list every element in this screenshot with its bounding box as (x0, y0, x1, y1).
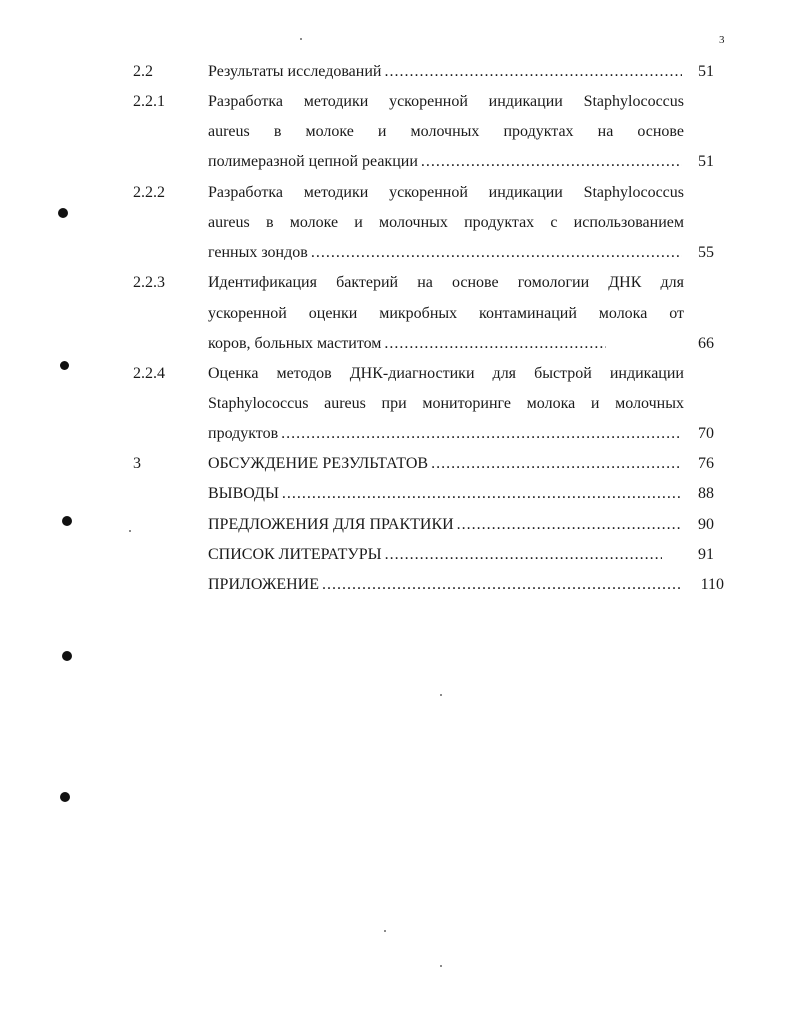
toc-entry-number: 2.2.2 (133, 184, 165, 201)
dot-leader (421, 152, 682, 172)
toc-entry-title: ВЫВОДЫ (208, 485, 279, 502)
toc-entry-leader-line (208, 515, 684, 535)
toc-entry-page: 55 (698, 244, 714, 261)
toc-entry-title: коров, больных маститом (208, 335, 382, 352)
toc-entry-number: 2.2 (133, 63, 153, 80)
binder-hole-mark (62, 516, 72, 526)
dot-leader (457, 515, 682, 535)
toc-entry-title: СПИСОК ЛИТЕРАТУРЫ (208, 546, 382, 563)
toc-entry-leader-line (208, 243, 684, 263)
scan-speck (440, 965, 442, 967)
toc-entry-title: продуктов (208, 425, 279, 442)
toc-entry-page: 70 (698, 425, 714, 442)
toc-entry-title-line: aureus в молоке и молочных продуктах на основе (208, 123, 684, 140)
toc-entry-page: 110 (700, 576, 724, 593)
scan-speck (440, 694, 442, 696)
toc-entry-leader-line (208, 334, 608, 354)
toc-entry-leader-line (208, 454, 684, 474)
toc-entry-leader-line (208, 152, 684, 172)
toc-entry-title: генных зондов (208, 244, 308, 261)
toc-entry-page: 91 (698, 546, 714, 563)
scan-speck (384, 930, 386, 932)
toc-entry-page: 90 (698, 516, 714, 533)
toc-entry-page: 51 (698, 153, 714, 170)
dot-leader (431, 454, 682, 474)
toc-entry-number: 2.2.4 (133, 365, 165, 382)
toc-entry-leader-line (208, 62, 684, 82)
dot-leader (282, 484, 682, 504)
toc-entry-title-line: Разработка методики ускоренной индикации Staphylococcus (208, 184, 684, 201)
toc-entry-title-line: ускоренной оценки микробных контаминаций молока от (208, 305, 684, 322)
toc-entry-leader-line (208, 575, 684, 595)
binder-hole-mark (60, 361, 69, 370)
toc-entry-title-line: Разработка методики ускоренной индикации Staphylococcus (208, 93, 684, 110)
dot-leader (311, 243, 682, 263)
toc-entry-title: ПРЕДЛОЖЕНИЯ ДЛЯ ПРАКТИКИ (208, 516, 454, 533)
toc-entry-page: 88 (698, 485, 714, 502)
dot-leader (385, 545, 662, 565)
toc-entry-number: 2.2.3 (133, 274, 165, 291)
toc-entry-leader-line (208, 484, 684, 504)
binder-hole-mark (60, 792, 70, 802)
toc-entry-title-line: Оценка методов ДНК-диагностики для быстрой индикации (208, 365, 684, 382)
binder-hole-mark (58, 208, 68, 218)
dot-leader (322, 575, 682, 595)
toc-entry-title-line: aureus в молоке и молочных продуктах с использованием (208, 214, 684, 231)
toc-entry-page: 76 (698, 455, 714, 472)
toc-entry-number: 3 (133, 455, 141, 472)
toc-entry-title-line: Идентификация бактерий на основе гомологии ДНК для (208, 274, 684, 291)
dot-leader (384, 334, 606, 354)
toc-entry-title-line: Staphylococcus aureus при мониторинге молока и молочных (208, 395, 684, 412)
toc-entry-title: ОБСУЖДЕНИЕ РЕЗУЛЬТАТОВ (208, 455, 429, 472)
binder-hole-mark (62, 651, 72, 661)
toc-entry-title: ПРИЛОЖЕНИЕ (208, 576, 320, 593)
toc-entry-number: 2.2.1 (133, 93, 165, 110)
toc-entry-leader-line (208, 545, 664, 565)
toc-entry-page: 51 (698, 63, 714, 80)
toc-entry-leader-line (208, 424, 684, 444)
toc-entry-page: 66 (698, 335, 714, 352)
toc-entry-title: полимеразной цепной реакции (208, 153, 418, 170)
page-number: 3 (719, 34, 725, 46)
toc-entry-title: Результаты исследований (208, 63, 382, 80)
scan-speck (129, 530, 131, 532)
dot-leader (384, 62, 682, 82)
scan-speck (300, 38, 302, 40)
dot-leader (281, 424, 682, 444)
